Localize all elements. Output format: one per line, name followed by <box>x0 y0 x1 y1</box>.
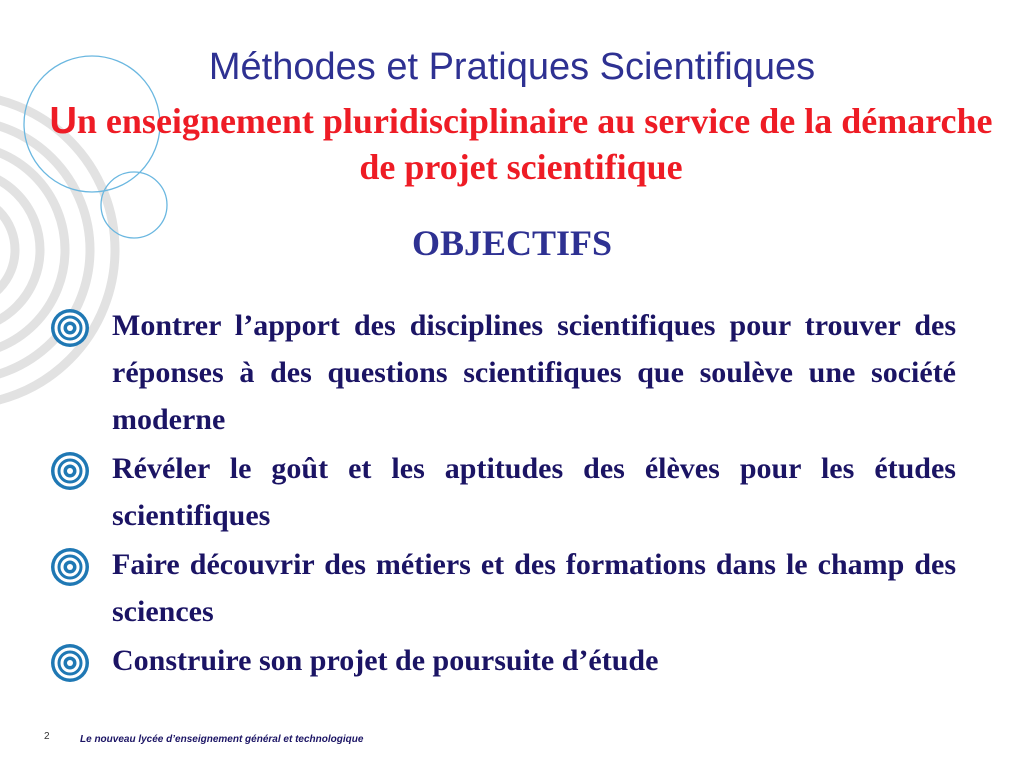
list-item <box>46 302 956 443</box>
target-bullet-icon <box>50 451 90 491</box>
list-item <box>46 445 956 539</box>
bullet-text: Montrer l’apport des disciplines scientifiques pour trouver des réponses à des questions scientifiques que soulève une société moderne <box>112 309 956 436</box>
target-bullet-icon <box>50 308 90 348</box>
list-item <box>46 541 956 635</box>
list-item <box>46 637 956 684</box>
slide-subtitle <box>36 98 1006 190</box>
objectives-list <box>46 302 956 686</box>
subtitle-text: n enseignement pluridisciplinaire au service de la démarche de projet scientifique <box>76 101 993 187</box>
page-number: 2 <box>44 731 50 742</box>
subtitle-first-letter: U <box>49 100 77 142</box>
target-bullet-icon <box>50 547 90 587</box>
bullet-text: Révéler le goût et les aptitudes des élèves pour les études scientifiques <box>112 452 956 532</box>
section-heading: OBJECTIFS <box>411 223 613 263</box>
footer-text: Le nouveau lycée d’enseignement général et technologique <box>80 734 364 745</box>
bullet-text: Construire son projet de poursuite d’étude <box>112 644 659 677</box>
bullet-text: Faire découvrir des métiers et des formations dans le champ des sciences <box>112 548 956 628</box>
target-bullet-icon <box>50 643 90 683</box>
slide-title: Méthodes et Pratiques Scientifiques <box>208 46 816 88</box>
